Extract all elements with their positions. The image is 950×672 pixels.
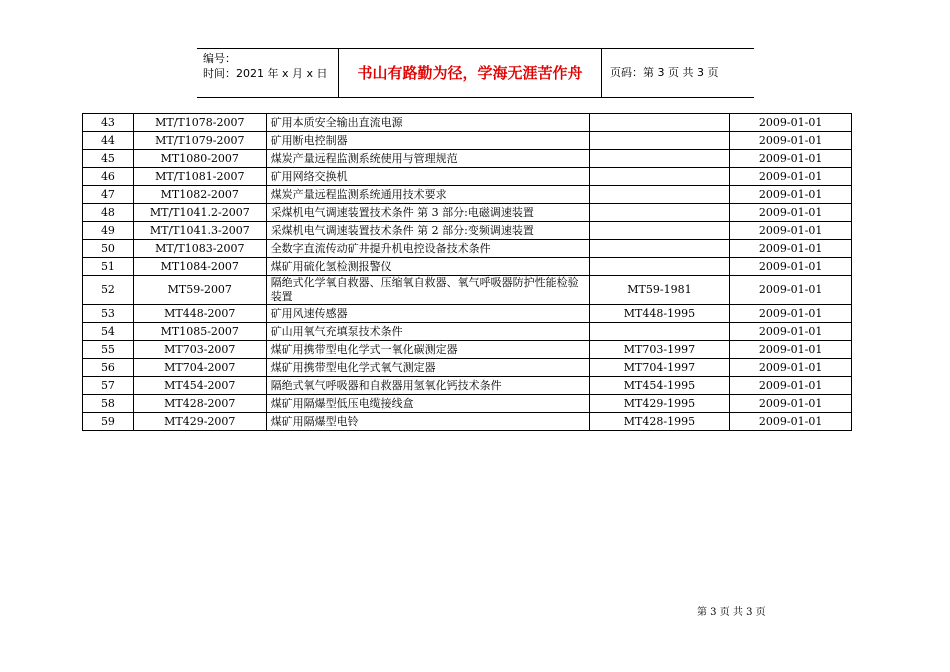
- page-footer: 第 3 页 共 3 页: [697, 607, 766, 618]
- table-row: [83, 395, 852, 413]
- standard-name: 矿用断电控制器: [266, 132, 589, 150]
- table-row: [83, 341, 852, 359]
- header-page-number: 页码：第 3 页 共 3 页: [610, 66, 719, 79]
- row-number: 57: [83, 377, 134, 395]
- replaced-standard: MT454-1995: [589, 377, 730, 395]
- effective-date: 2009-01-01: [730, 323, 852, 341]
- standard-name: 煤炭产量远程监测系统通用技术要求: [266, 186, 589, 204]
- replaced-standard: MT704-1997: [589, 359, 730, 377]
- effective-date: 2009-01-01: [730, 240, 852, 258]
- standard-name: 煤矿用携带型电化学式一氧化碳测定器: [266, 341, 589, 359]
- table-row: [83, 132, 852, 150]
- replaced-standard: [589, 323, 730, 341]
- replaced-standard: MT59-1981: [589, 276, 730, 305]
- row-number: 46: [83, 168, 134, 186]
- standard-name: 煤矿用硫化氢检测报警仪: [266, 258, 589, 276]
- table-row: [83, 168, 852, 186]
- replaced-standard: [589, 132, 730, 150]
- table-row: [83, 276, 852, 305]
- replaced-standard: [589, 222, 730, 240]
- replaced-standard: [589, 258, 730, 276]
- standard-name: 采煤机电气调速装置技术条件 第 3 部分:电磁调速装置: [266, 204, 589, 222]
- header-motto: 书山有路勤为径，学海无涯苦作舟: [357, 64, 583, 82]
- standards-table-body: [83, 114, 852, 431]
- effective-date: 2009-01-01: [730, 359, 852, 377]
- standard-name: 隔绝式氧气呼吸器和自救器用氢氧化钙技术条件: [266, 377, 589, 395]
- replaced-standard: MT429-1995: [589, 395, 730, 413]
- table-row: [83, 377, 852, 395]
- row-number: 44: [83, 132, 134, 150]
- effective-date: 2009-01-01: [730, 305, 852, 323]
- standard-name: 煤矿用隔爆型低压电缆接线盒: [266, 395, 589, 413]
- standards-table: [82, 113, 852, 431]
- row-number: 55: [83, 341, 134, 359]
- standard-code: MT454-2007: [133, 377, 266, 395]
- standard-name: 隔绝式化学氧自救器、压缩氧自救器、氧气呼吸器防护性能检验装置: [266, 276, 589, 305]
- table-row: [83, 150, 852, 168]
- table-row: [83, 359, 852, 377]
- row-number: 47: [83, 186, 134, 204]
- table-row: [83, 186, 852, 204]
- standard-code: MT1080-2007: [133, 150, 266, 168]
- replaced-standard: [589, 168, 730, 186]
- replaced-standard: [589, 150, 730, 168]
- row-number: 51: [83, 258, 134, 276]
- standard-code: MT704-2007: [133, 359, 266, 377]
- standard-code: MT429-2007: [133, 413, 266, 431]
- table-row: [83, 323, 852, 341]
- page-header: [197, 48, 754, 98]
- row-number: 56: [83, 359, 134, 377]
- standard-name: 煤矿用隔爆型电铃: [266, 413, 589, 431]
- effective-date: 2009-01-01: [730, 186, 852, 204]
- standard-name: 全数字直流传动矿井提升机电控设备技术条件: [266, 240, 589, 258]
- row-number: 52: [83, 276, 134, 305]
- standard-name: 采煤机电气调速装置技术条件 第 2 部分:变频调速装置: [266, 222, 589, 240]
- replaced-standard: [589, 186, 730, 204]
- row-number: 45: [83, 150, 134, 168]
- standard-code: MT428-2007: [133, 395, 266, 413]
- effective-date: 2009-01-01: [730, 222, 852, 240]
- standard-code: MT/T1078-2007: [133, 114, 266, 132]
- standard-code: MT1082-2007: [133, 186, 266, 204]
- standard-name: 煤矿用携带型电化学式氧气测定器: [266, 359, 589, 377]
- replaced-standard: MT428-1995: [589, 413, 730, 431]
- standard-name: 煤炭产量远程监测系统使用与管理规范: [266, 150, 589, 168]
- replaced-standard: [589, 204, 730, 222]
- row-number: 50: [83, 240, 134, 258]
- effective-date: 2009-01-01: [730, 168, 852, 186]
- effective-date: 2009-01-01: [730, 204, 852, 222]
- effective-date: 2009-01-01: [730, 276, 852, 305]
- effective-date: 2009-01-01: [730, 150, 852, 168]
- effective-date: 2009-01-01: [730, 258, 852, 276]
- effective-date: 2009-01-01: [730, 413, 852, 431]
- effective-date: 2009-01-01: [730, 132, 852, 150]
- table-row: [83, 240, 852, 258]
- standard-name: 矿用网络交换机: [266, 168, 589, 186]
- serial-label: 编号：: [203, 52, 236, 65]
- standard-code: MT/T1041.2-2007: [133, 204, 266, 222]
- table-row: [83, 204, 852, 222]
- standard-code: MT1084-2007: [133, 258, 266, 276]
- replaced-standard: [589, 240, 730, 258]
- standard-code: MT/T1083-2007: [133, 240, 266, 258]
- standard-name: 矿用风速传感器: [266, 305, 589, 323]
- standard-code: MT/T1081-2007: [133, 168, 266, 186]
- row-number: 58: [83, 395, 134, 413]
- row-number: 53: [83, 305, 134, 323]
- replaced-standard: MT703-1997: [589, 341, 730, 359]
- standard-name: 矿用本质安全输出直流电源: [266, 114, 589, 132]
- table-row: [83, 114, 852, 132]
- standard-code: MT/T1041.3-2007: [133, 222, 266, 240]
- standard-code: MT59-2007: [133, 276, 266, 305]
- row-number: 59: [83, 413, 134, 431]
- row-number: 54: [83, 323, 134, 341]
- replaced-standard: MT448-1995: [589, 305, 730, 323]
- date-label: 时间：2021 年 x 月 x 日: [203, 67, 328, 80]
- table-row: [83, 305, 852, 323]
- header-info: [203, 51, 328, 81]
- table-row: [83, 258, 852, 276]
- standard-code: MT448-2007: [133, 305, 266, 323]
- table-row: [83, 413, 852, 431]
- effective-date: 2009-01-01: [730, 395, 852, 413]
- row-number: 43: [83, 114, 134, 132]
- row-number: 48: [83, 204, 134, 222]
- effective-date: 2009-01-01: [730, 341, 852, 359]
- standard-code: MT/T1079-2007: [133, 132, 266, 150]
- effective-date: 2009-01-01: [730, 114, 852, 132]
- header-divider: [601, 49, 602, 97]
- table-row: [83, 222, 852, 240]
- standard-code: MT703-2007: [133, 341, 266, 359]
- effective-date: 2009-01-01: [730, 377, 852, 395]
- standard-code: MT1085-2007: [133, 323, 266, 341]
- standard-name: 矿山用氧气充填泵技术条件: [266, 323, 589, 341]
- row-number: 49: [83, 222, 134, 240]
- replaced-standard: [589, 114, 730, 132]
